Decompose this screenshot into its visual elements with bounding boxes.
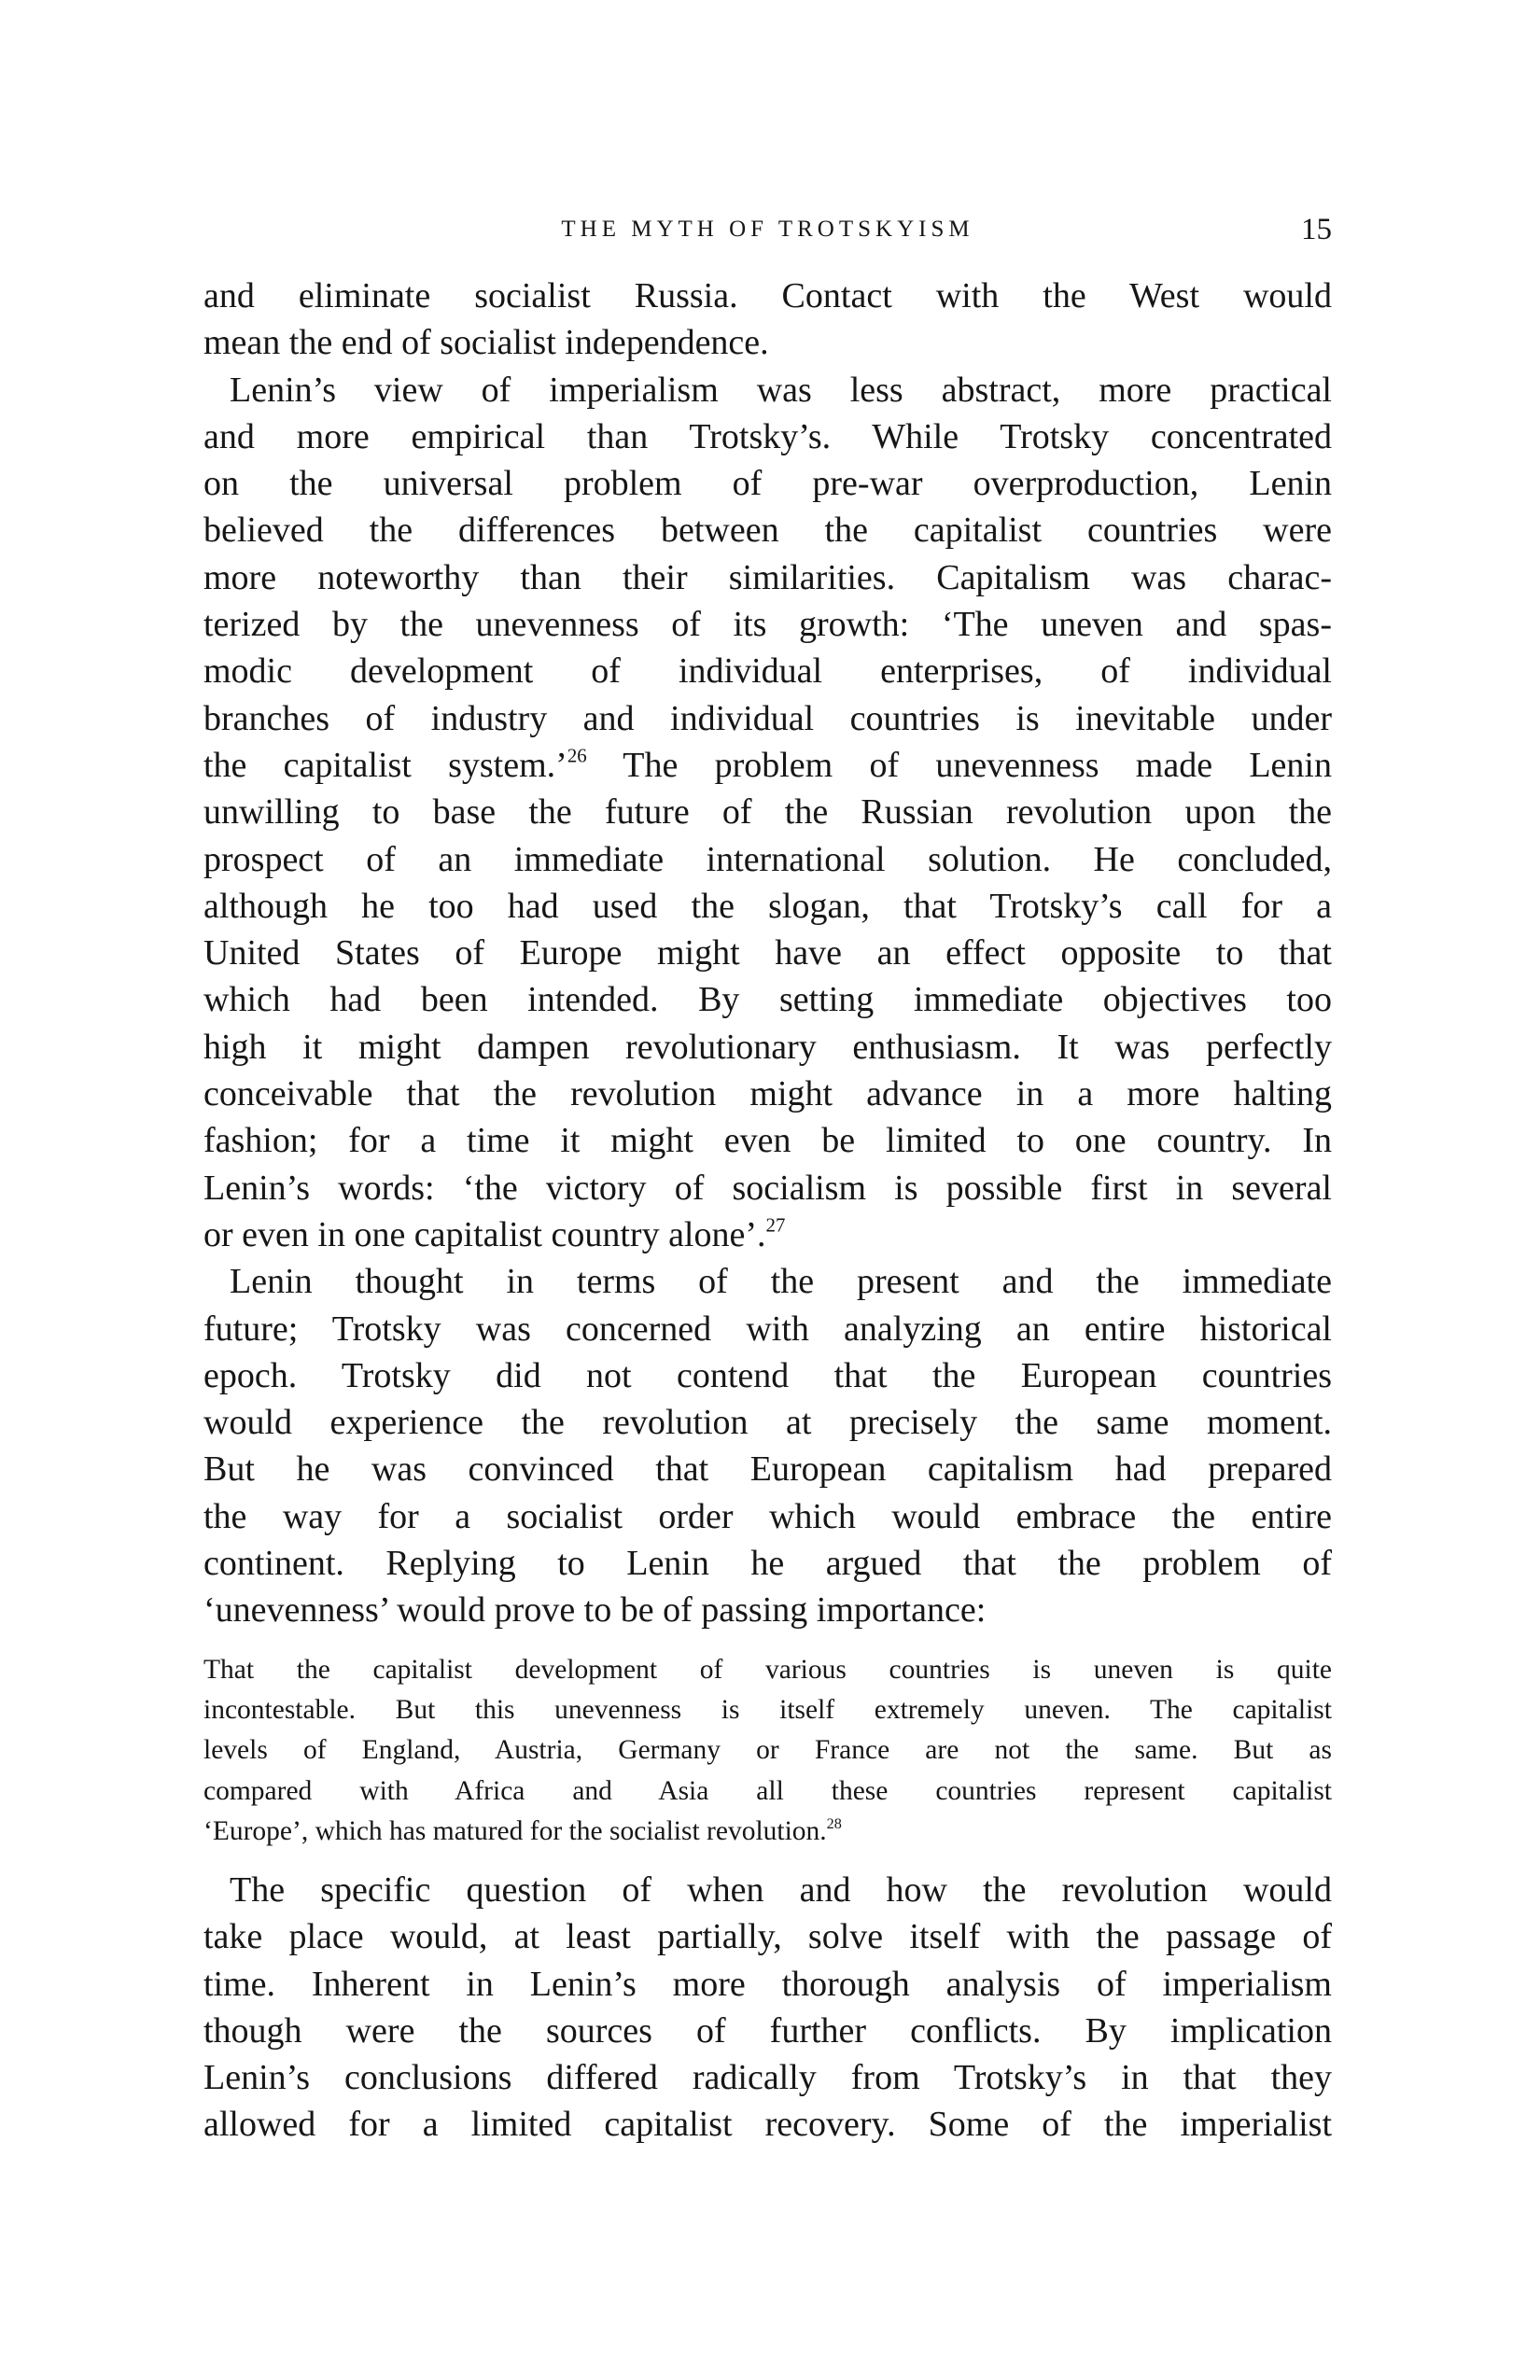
line-text: on the universal problem of pre-war overproduction, Lenin [203, 464, 1332, 504]
line-text: which had been intended. By setting immediate objectives too [203, 980, 1332, 1020]
page-number: 15 [1301, 213, 1332, 246]
line-text: ‘unevenness’ would prove to be of passing importance: [203, 1590, 987, 1631]
text-line [203, 273, 1332, 319]
text-line [203, 1117, 1332, 1164]
running-header [203, 213, 1332, 250]
text-line [203, 1961, 1332, 2008]
text-line [203, 460, 1332, 507]
line-text: and more empirical than Trotsky’s. While Trotsky concentrated [203, 416, 1332, 456]
line-text: ‘Europe’, which has matured for the socialist revolution. [203, 1815, 827, 1846]
line-text: more noteworthy than their similarities. Capitalism was charac- [203, 557, 1332, 597]
line-text: take place would, at least partially, solve itself with the passage of [203, 1917, 1332, 1957]
text-line [203, 695, 1332, 742]
line-text: compared with Africa and Asia all these countries represent capitalist [203, 1775, 1332, 1806]
text-line [203, 1867, 1332, 1913]
text-line [203, 883, 1332, 930]
text-line [203, 1399, 1332, 1446]
line-text: allowed for a limited capitalist recovery. Some of the imperialist [203, 2105, 1332, 2145]
footnote-ref: 27 [765, 1213, 786, 1237]
line-text: branches of industry and individual countries is inevitable under [203, 698, 1332, 738]
line-text: incontestable. But this unevenness is itself extremely uneven. The capitalist [203, 1695, 1332, 1726]
text-line [203, 1812, 1332, 1852]
text-line [203, 976, 1332, 1023]
line-text: Lenin thought in terms of the present and the immediate [230, 1262, 1332, 1302]
line-text: terized by the unevenness of its growth: ‘The uneven and spas- [203, 605, 1332, 645]
paragraph [203, 1867, 1332, 2149]
line-text: mean the end of socialist independence. [203, 323, 769, 363]
text-line [203, 930, 1332, 976]
line-text: That the capitalist development of various countries is uneven is quite [203, 1655, 1332, 1685]
text-line [203, 2054, 1332, 2101]
line-text: epoch. Trotsky did not contend that the European countries [203, 1355, 1332, 1395]
text-line [203, 1446, 1332, 1492]
paragraph [203, 367, 1332, 1259]
text-line [203, 648, 1332, 694]
line-text: unwilling to base the future of the Russian revolution upon the [203, 792, 1332, 833]
quote-paragraph [203, 1650, 1332, 1852]
line-text: Lenin’s view of imperialism was less abstract, more practical [230, 370, 1332, 410]
text-line [203, 1650, 1332, 1690]
line-text: the way for a socialist order which would embrace the entire [203, 1496, 1332, 1536]
line-text: modic development of individual enterprises, of individual [203, 651, 1332, 692]
text-line [203, 1071, 1332, 1117]
line-text: future; Trotsky was concerned with analyzing an entire historical [203, 1309, 1332, 1349]
text-line [203, 742, 1332, 789]
text-line [203, 1024, 1332, 1071]
line-text: conceivable that the revolution might advance in a more halting [203, 1074, 1332, 1114]
body-text-block-1 [203, 273, 1332, 1634]
text-line [203, 1913, 1332, 1960]
text-line [203, 1587, 1332, 1633]
text-line [203, 507, 1332, 553]
line-text: the capitalist system.’ [203, 745, 567, 785]
text-line [203, 1306, 1332, 1352]
line-text: The specific question of when and how the revolution would [230, 1870, 1332, 1910]
footnote-ref: 26 [567, 744, 587, 767]
running-title: THE MYTH OF TROTSKYISM [561, 217, 974, 242]
line-text: or even in one capitalist country alone’. [203, 1214, 766, 1254]
block-quote [203, 1650, 1332, 1852]
line-text: fashion; for a time it might even be limited to one country. In [203, 1121, 1332, 1161]
body-text-block-2 [203, 1867, 1332, 2149]
line-text: United States of Europe might have an effect opposite to that [203, 933, 1332, 973]
line-text: believed the differences between the capitalist countries were [203, 511, 1332, 551]
text-line [203, 2101, 1332, 2148]
line-text: and eliminate socialist Russia. Contact with the West would [203, 276, 1332, 315]
text-line [203, 1493, 1332, 1540]
text-line [203, 367, 1332, 413]
line-text: Lenin’s words: ‘the victory of socialism is possible first in several [203, 1168, 1332, 1208]
text-line [203, 601, 1332, 648]
text-line [203, 413, 1332, 460]
text-line [203, 1540, 1332, 1587]
line-text: high it might dampen revolutionary enthusiasm. It was perfectly [203, 1027, 1332, 1067]
line-text: although he too had used the slogan, that Trotsky’s call for a [203, 886, 1332, 926]
text-line [203, 2008, 1332, 2054]
paragraph [203, 273, 1332, 367]
text-line [203, 836, 1332, 883]
text-line [203, 1690, 1332, 1730]
line-text: prospect of an immediate international solution. He concluded, [203, 839, 1332, 879]
text-line [203, 1165, 1332, 1211]
text-line [203, 1771, 1332, 1812]
line-text: Lenin’s conclusions differed radically from Trotsky’s in that they [203, 2058, 1332, 2098]
text-line [203, 1730, 1332, 1771]
text-line [203, 1352, 1332, 1399]
line-text: continent. Replying to Lenin he argued that the problem of [203, 1544, 1332, 1584]
paragraph [203, 1258, 1332, 1633]
text-line [203, 1258, 1332, 1305]
line-text: would experience the revolution at precisely the same moment. [203, 1403, 1332, 1443]
line-text: But he was convinced that European capitalism had prepared [203, 1449, 1332, 1490]
text-line [203, 319, 1332, 366]
text-line [203, 1211, 1332, 1258]
line-text: The problem of unevenness made Lenin [586, 745, 1332, 785]
line-text: levels of England, Austria, Germany or France are not the same. But as [203, 1735, 1332, 1766]
line-text: though were the sources of further conflicts. By implication [203, 2010, 1332, 2051]
text-line [203, 789, 1332, 835]
line-text: time. Inherent in Lenin’s more thorough analysis of imperialism [203, 1964, 1332, 2004]
footnote-ref: 28 [826, 1814, 842, 1832]
text-line [203, 554, 1332, 601]
